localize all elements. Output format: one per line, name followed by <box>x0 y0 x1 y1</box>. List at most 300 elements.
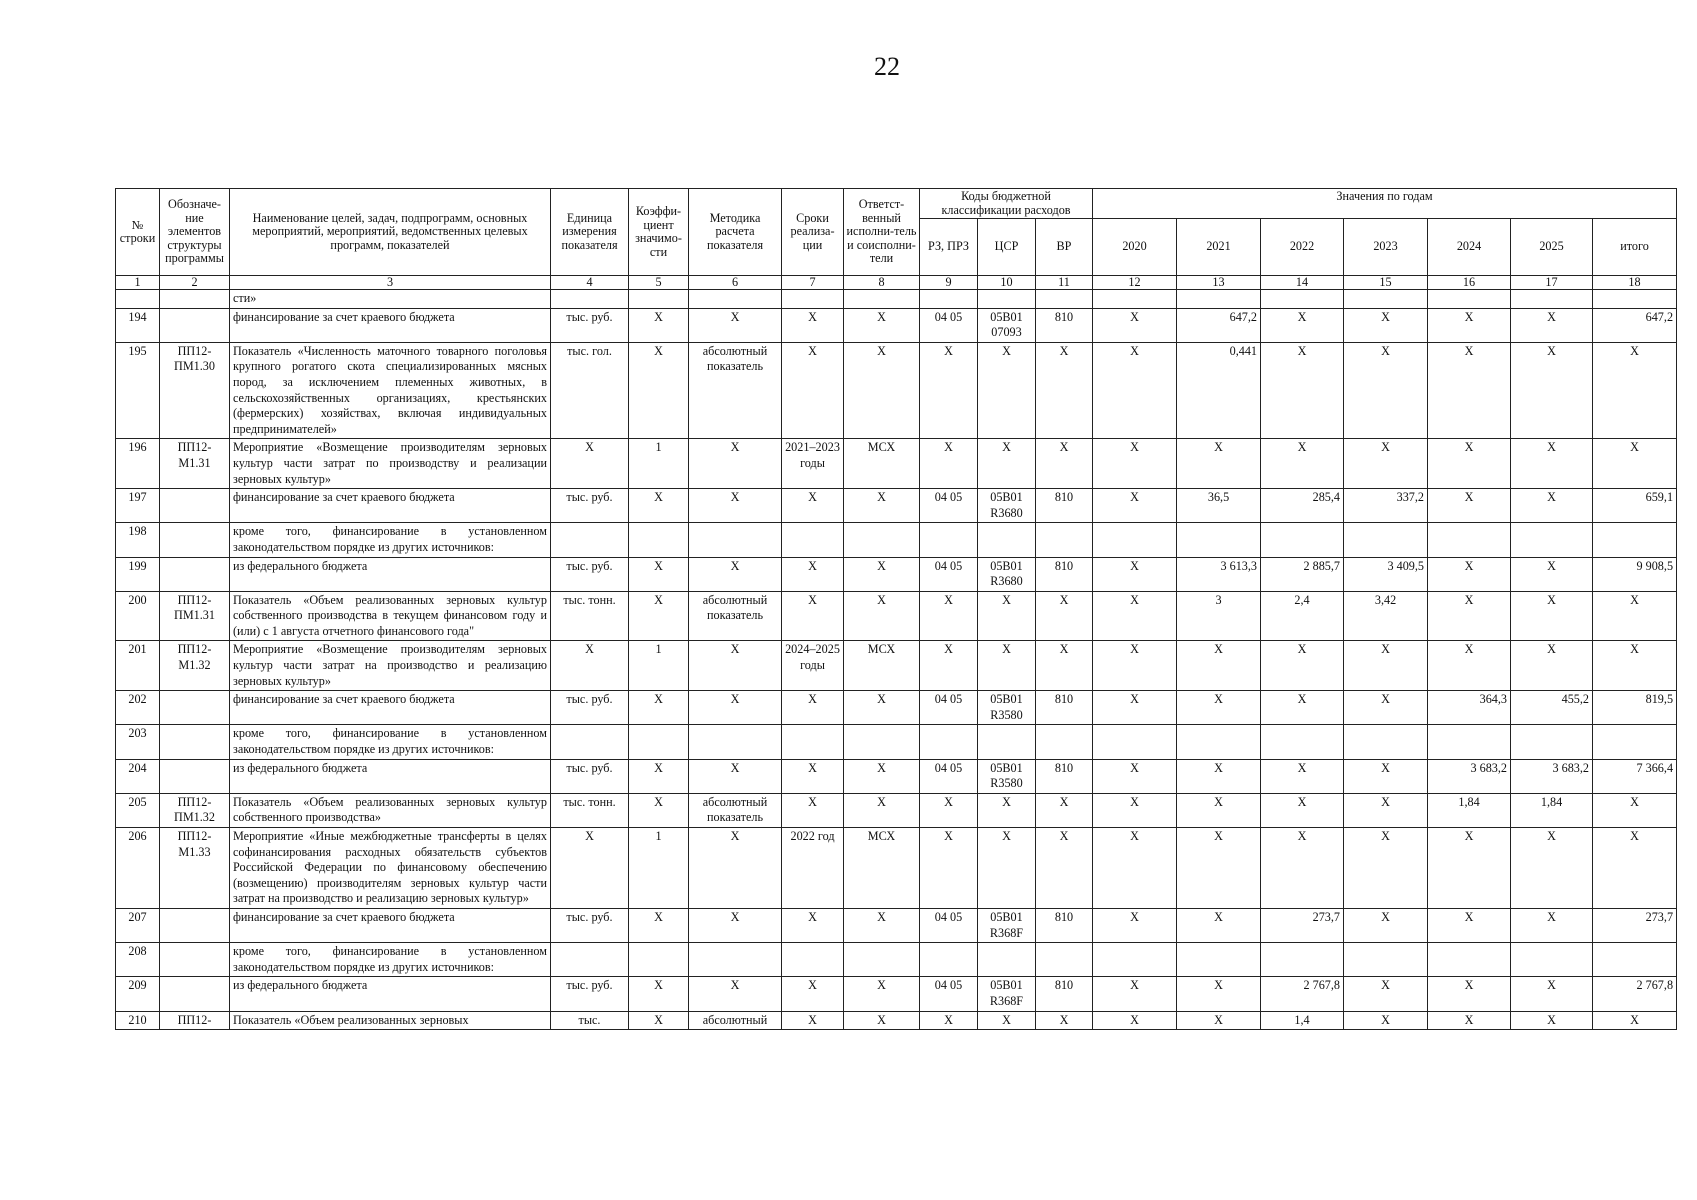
csr-code: 05В01 07093 <box>978 308 1036 342</box>
table-row <box>116 725 1677 759</box>
value-2022 <box>1261 290 1344 309</box>
value-2023: Х <box>1344 759 1428 793</box>
element-designation <box>160 977 230 1011</box>
column-number: 14 <box>1261 276 1344 290</box>
value-total <box>1593 725 1677 759</box>
value-2025: Х <box>1511 591 1593 641</box>
value-2021: Х <box>1177 641 1261 691</box>
executor: МСХ <box>844 828 920 909</box>
terms: Х <box>782 591 844 641</box>
value-2025 <box>1511 725 1593 759</box>
value-2023: Х <box>1344 342 1428 439</box>
row-number: 199 <box>116 557 160 591</box>
value-2024: Х <box>1428 342 1511 439</box>
row-number: 208 <box>116 943 160 977</box>
method: абсолютный показатель <box>689 591 782 641</box>
unit: тыс. руб. <box>551 759 629 793</box>
value-2024: Х <box>1428 977 1511 1011</box>
value-2024: Х <box>1428 308 1511 342</box>
value-2021: 36,5 <box>1177 489 1261 523</box>
value-2021: Х <box>1177 1011 1261 1030</box>
executor: Х <box>844 908 920 942</box>
rz-prz-code: Х <box>920 828 978 909</box>
value-2022: 273,7 <box>1261 908 1344 942</box>
value-2020 <box>1093 290 1177 309</box>
coefficient <box>629 523 689 557</box>
coefficient: Х <box>629 489 689 523</box>
element-designation: ПП12-ПМ1.32 <box>160 793 230 827</box>
value-2022: Х <box>1261 641 1344 691</box>
value-total: Х <box>1593 439 1677 489</box>
executor: Х <box>844 1011 920 1030</box>
header-method: Методика расчета показателя <box>689 189 782 276</box>
table-body <box>116 290 1677 1030</box>
element-designation <box>160 290 230 309</box>
element-designation: ПП12-ПМ1.30 <box>160 342 230 439</box>
row-number: 203 <box>116 725 160 759</box>
value-2020: Х <box>1093 977 1177 1011</box>
value-2021 <box>1177 725 1261 759</box>
vr-code <box>1036 725 1093 759</box>
value-2022 <box>1261 943 1344 977</box>
coefficient: 1 <box>629 641 689 691</box>
table-row <box>116 793 1677 827</box>
unit: тыс. руб. <box>551 691 629 725</box>
value-2020: Х <box>1093 308 1177 342</box>
row-number: 196 <box>116 439 160 489</box>
element-name: из федерального бюджета <box>230 557 551 591</box>
executor: Х <box>844 759 920 793</box>
value-2022: 2 885,7 <box>1261 557 1344 591</box>
table-row <box>116 908 1677 942</box>
header-year-2020: 2020 <box>1093 219 1177 276</box>
csr-code: Х <box>978 591 1036 641</box>
value-2021: 647,2 <box>1177 308 1261 342</box>
header-terms: Сроки реализа-ции <box>782 189 844 276</box>
unit: тыс. гол. <box>551 342 629 439</box>
value-2024: 3 683,2 <box>1428 759 1511 793</box>
table-row <box>116 290 1677 309</box>
csr-code: 05В01 R3680 <box>978 557 1036 591</box>
value-2020: Х <box>1093 641 1177 691</box>
vr-code: Х <box>1036 342 1093 439</box>
value-2024 <box>1428 290 1511 309</box>
value-2021: Х <box>1177 977 1261 1011</box>
method: абсолютный показатель <box>689 342 782 439</box>
value-2020 <box>1093 943 1177 977</box>
method: абсолютный <box>689 1011 782 1030</box>
method: Х <box>689 977 782 1011</box>
rz-prz-code <box>920 725 978 759</box>
value-total <box>1593 943 1677 977</box>
value-total: 2 767,8 <box>1593 977 1677 1011</box>
element-designation: ПП12-М1.31 <box>160 439 230 489</box>
column-number: 10 <box>978 276 1036 290</box>
column-number: 11 <box>1036 276 1093 290</box>
value-2021: 3 613,3 <box>1177 557 1261 591</box>
element-designation <box>160 523 230 557</box>
element-name: Мероприятие «Возмещение производителям зерновых культур части затрат по производству и реализации зерновых культур» <box>230 439 551 489</box>
element-name: из федерального бюджета <box>230 759 551 793</box>
column-number: 16 <box>1428 276 1511 290</box>
executor: Х <box>844 342 920 439</box>
value-2025: 3 683,2 <box>1511 759 1593 793</box>
executor: Х <box>844 793 920 827</box>
value-2025: Х <box>1511 908 1593 942</box>
value-total: Х <box>1593 1011 1677 1030</box>
csr-code: Х <box>978 342 1036 439</box>
unit: тыс. руб. <box>551 308 629 342</box>
value-2022: 285,4 <box>1261 489 1344 523</box>
value-2025: 1,84 <box>1511 793 1593 827</box>
value-total <box>1593 290 1677 309</box>
program-table <box>115 188 1677 1030</box>
value-2025: Х <box>1511 308 1593 342</box>
value-2022: Х <box>1261 793 1344 827</box>
value-2024 <box>1428 523 1511 557</box>
vr-code: 810 <box>1036 489 1093 523</box>
value-2020: Х <box>1093 691 1177 725</box>
element-designation <box>160 759 230 793</box>
header-budget-codes: Коды бюджетной классификации расходов <box>920 189 1093 219</box>
header-designation: Обозначе-ние элементов структуры программы <box>160 189 230 276</box>
csr-code: 05В01 R3680 <box>978 489 1036 523</box>
element-designation <box>160 943 230 977</box>
table-row <box>116 439 1677 489</box>
method: Х <box>689 439 782 489</box>
coefficient <box>629 943 689 977</box>
header-rz-prz: РЗ, ПРЗ <box>920 219 978 276</box>
coefficient: Х <box>629 759 689 793</box>
coefficient: Х <box>629 908 689 942</box>
rz-prz-code: 04 05 <box>920 691 978 725</box>
value-2021: 3 <box>1177 591 1261 641</box>
csr-code: Х <box>978 793 1036 827</box>
element-name: Мероприятие «Возмещение производителям зерновых культур части затрат на производство и реализацию зерновых культур» <box>230 641 551 691</box>
terms <box>782 523 844 557</box>
vr-code: 810 <box>1036 977 1093 1011</box>
value-2020: Х <box>1093 759 1177 793</box>
value-2020: Х <box>1093 828 1177 909</box>
terms: 2024–2025 годы <box>782 641 844 691</box>
unit: тыс. руб. <box>551 557 629 591</box>
element-name: финансирование за счет краевого бюджета <box>230 489 551 523</box>
executor: Х <box>844 489 920 523</box>
method: абсолютный показатель <box>689 793 782 827</box>
value-2025: Х <box>1511 828 1593 909</box>
value-2022: Х <box>1261 828 1344 909</box>
row-number: 198 <box>116 523 160 557</box>
rz-prz-code: Х <box>920 591 978 641</box>
executor: Х <box>844 591 920 641</box>
rz-prz-code: Х <box>920 793 978 827</box>
terms: Х <box>782 557 844 591</box>
table-row <box>116 1011 1677 1030</box>
value-total: 659,1 <box>1593 489 1677 523</box>
coefficient: Х <box>629 977 689 1011</box>
column-number: 6 <box>689 276 782 290</box>
element-name: кроме того, финансирование в установленном законодательством порядке из других источников: <box>230 523 551 557</box>
element-designation: ПП12-ПМ1.31 <box>160 591 230 641</box>
vr-code <box>1036 943 1093 977</box>
element-designation: ПП12-М1.32 <box>160 641 230 691</box>
vr-code: Х <box>1036 828 1093 909</box>
method: Х <box>689 489 782 523</box>
terms: Х <box>782 308 844 342</box>
unit: тыс. тонн. <box>551 591 629 641</box>
value-2025: 455,2 <box>1511 691 1593 725</box>
csr-code: Х <box>978 439 1036 489</box>
value-total: 647,2 <box>1593 308 1677 342</box>
value-2023: Х <box>1344 977 1428 1011</box>
table-row <box>116 641 1677 691</box>
column-number: 17 <box>1511 276 1593 290</box>
vr-code: 810 <box>1036 557 1093 591</box>
value-2021 <box>1177 290 1261 309</box>
vr-code: 810 <box>1036 691 1093 725</box>
value-2023: 337,2 <box>1344 489 1428 523</box>
column-number: 12 <box>1093 276 1177 290</box>
value-2023: Х <box>1344 828 1428 909</box>
method: Х <box>689 557 782 591</box>
value-2021: Х <box>1177 793 1261 827</box>
value-2020: Х <box>1093 439 1177 489</box>
rz-prz-code: Х <box>920 641 978 691</box>
vr-code <box>1036 290 1093 309</box>
coefficient: 1 <box>629 439 689 489</box>
terms <box>782 290 844 309</box>
table-row <box>116 943 1677 977</box>
header-executor: Ответст-венный исполни-тель и соисполни-тели <box>844 189 920 276</box>
header-row-1 <box>116 189 1677 219</box>
value-2024: Х <box>1428 908 1511 942</box>
coefficient: Х <box>629 1011 689 1030</box>
table-row <box>116 977 1677 1011</box>
csr-code: Х <box>978 1011 1036 1030</box>
header-csr: ЦСР <box>978 219 1036 276</box>
column-number: 7 <box>782 276 844 290</box>
value-total: 7 366,4 <box>1593 759 1677 793</box>
rz-prz-code: Х <box>920 439 978 489</box>
executor <box>844 943 920 977</box>
executor <box>844 290 920 309</box>
element-name: кроме того, финансирование в установленном законодательством порядке из других источников: <box>230 943 551 977</box>
row-number: 204 <box>116 759 160 793</box>
vr-code <box>1036 523 1093 557</box>
value-2024 <box>1428 725 1511 759</box>
header-total: итого <box>1593 219 1677 276</box>
header-vr: ВР <box>1036 219 1093 276</box>
element-name: финансирование за счет краевого бюджета <box>230 308 551 342</box>
table-row <box>116 557 1677 591</box>
executor: МСХ <box>844 439 920 489</box>
value-2025: Х <box>1511 439 1593 489</box>
rz-prz-code: Х <box>920 1011 978 1030</box>
unit <box>551 523 629 557</box>
rz-prz-code: Х <box>920 342 978 439</box>
value-2020: Х <box>1093 908 1177 942</box>
row-number: 206 <box>116 828 160 909</box>
csr-code <box>978 290 1036 309</box>
value-2021: Х <box>1177 908 1261 942</box>
value-2024: Х <box>1428 557 1511 591</box>
row-number: 205 <box>116 793 160 827</box>
unit <box>551 725 629 759</box>
value-total: Х <box>1593 342 1677 439</box>
value-2023: Х <box>1344 308 1428 342</box>
terms: Х <box>782 908 844 942</box>
rz-prz-code: 04 05 <box>920 759 978 793</box>
header-year-2021: 2021 <box>1177 219 1261 276</box>
header-coefficient: Коэффи-циент значимо-сти <box>629 189 689 276</box>
value-2023 <box>1344 290 1428 309</box>
vr-code: 810 <box>1036 308 1093 342</box>
element-name: финансирование за счет краевого бюджета <box>230 908 551 942</box>
value-2025: Х <box>1511 557 1593 591</box>
terms: Х <box>782 489 844 523</box>
column-number: 1 <box>116 276 160 290</box>
value-2023: Х <box>1344 1011 1428 1030</box>
row-number: 210 <box>116 1011 160 1030</box>
coefficient: Х <box>629 691 689 725</box>
element-designation <box>160 308 230 342</box>
value-2023 <box>1344 943 1428 977</box>
value-total: Х <box>1593 793 1677 827</box>
terms: Х <box>782 1011 844 1030</box>
header-unit: Единица измерения показателя <box>551 189 629 276</box>
value-2022: Х <box>1261 691 1344 725</box>
value-2024: Х <box>1428 591 1511 641</box>
element-name: финансирование за счет краевого бюджета <box>230 691 551 725</box>
header-year-2022: 2022 <box>1261 219 1344 276</box>
value-2021: 0,441 <box>1177 342 1261 439</box>
value-2024: Х <box>1428 489 1511 523</box>
value-2022: Х <box>1261 759 1344 793</box>
value-2022: 2 767,8 <box>1261 977 1344 1011</box>
element-designation <box>160 557 230 591</box>
coefficient <box>629 725 689 759</box>
table-row <box>116 523 1677 557</box>
executor: Х <box>844 977 920 1011</box>
value-total: Х <box>1593 641 1677 691</box>
value-2023: Х <box>1344 691 1428 725</box>
coefficient: Х <box>629 342 689 439</box>
element-designation <box>160 691 230 725</box>
header-values-by-year: Значения по годам <box>1093 189 1677 219</box>
method <box>689 943 782 977</box>
value-2025: Х <box>1511 977 1593 1011</box>
csr-code: 05В01 R3580 <box>978 759 1036 793</box>
coefficient: Х <box>629 591 689 641</box>
method: Х <box>689 691 782 725</box>
header-name: Наименование целей, задач, подпрограмм, основных мероприятий, мероприятий, ведомственных целевых программ, показателей <box>230 189 551 276</box>
unit: тыс. руб. <box>551 489 629 523</box>
value-2023: 3,42 <box>1344 591 1428 641</box>
value-2023: 3 409,5 <box>1344 557 1428 591</box>
row-number <box>116 290 160 309</box>
csr-code <box>978 523 1036 557</box>
vr-code: Х <box>1036 641 1093 691</box>
element-designation <box>160 908 230 942</box>
unit: тыс. <box>551 1011 629 1030</box>
vr-code: Х <box>1036 591 1093 641</box>
method: Х <box>689 908 782 942</box>
row-number: 201 <box>116 641 160 691</box>
value-total: Х <box>1593 591 1677 641</box>
coefficient: Х <box>629 308 689 342</box>
element-name: кроме того, финансирование в установленном законодательством порядке из других источников: <box>230 725 551 759</box>
terms: 2021–2023 годы <box>782 439 844 489</box>
rz-prz-code <box>920 523 978 557</box>
terms: Х <box>782 759 844 793</box>
column-number: 8 <box>844 276 920 290</box>
vr-code: Х <box>1036 793 1093 827</box>
value-2020: Х <box>1093 489 1177 523</box>
value-2021 <box>1177 523 1261 557</box>
header-row-no: № строки <box>116 189 160 276</box>
element-name: сти» <box>230 290 551 309</box>
element-designation <box>160 489 230 523</box>
column-number: 9 <box>920 276 978 290</box>
executor <box>844 725 920 759</box>
vr-code: Х <box>1036 439 1093 489</box>
table-row <box>116 691 1677 725</box>
value-total: Х <box>1593 828 1677 909</box>
rz-prz-code: 04 05 <box>920 908 978 942</box>
terms <box>782 943 844 977</box>
value-2023: Х <box>1344 793 1428 827</box>
column-number: 5 <box>629 276 689 290</box>
value-2024: Х <box>1428 641 1511 691</box>
value-2022: Х <box>1261 342 1344 439</box>
column-number: 15 <box>1344 276 1428 290</box>
value-2022: 2,4 <box>1261 591 1344 641</box>
value-2022: Х <box>1261 439 1344 489</box>
value-2022 <box>1261 725 1344 759</box>
value-2020: Х <box>1093 591 1177 641</box>
terms: Х <box>782 793 844 827</box>
value-2025 <box>1511 943 1593 977</box>
csr-code <box>978 943 1036 977</box>
unit <box>551 943 629 977</box>
rz-prz-code <box>920 290 978 309</box>
terms: Х <box>782 342 844 439</box>
value-2020: Х <box>1093 342 1177 439</box>
value-2023: Х <box>1344 908 1428 942</box>
column-number: 2 <box>160 276 230 290</box>
element-designation: ПП12-М1.33 <box>160 828 230 909</box>
row-number: 195 <box>116 342 160 439</box>
value-2025: Х <box>1511 641 1593 691</box>
unit: тыс. руб. <box>551 977 629 1011</box>
unit: Х <box>551 641 629 691</box>
rz-prz-code: 04 05 <box>920 557 978 591</box>
rz-prz-code: 04 05 <box>920 489 978 523</box>
rz-prz-code: 04 05 <box>920 308 978 342</box>
table-row <box>116 489 1677 523</box>
value-2024: 364,3 <box>1428 691 1511 725</box>
value-2021: Х <box>1177 828 1261 909</box>
value-total <box>1593 523 1677 557</box>
method <box>689 725 782 759</box>
value-2023 <box>1344 725 1428 759</box>
value-2024: Х <box>1428 439 1511 489</box>
csr-code: Х <box>978 641 1036 691</box>
row-number: 202 <box>116 691 160 725</box>
rz-prz-code <box>920 943 978 977</box>
csr-code: 05В01 R368F <box>978 977 1036 1011</box>
vr-code: 810 <box>1036 908 1093 942</box>
